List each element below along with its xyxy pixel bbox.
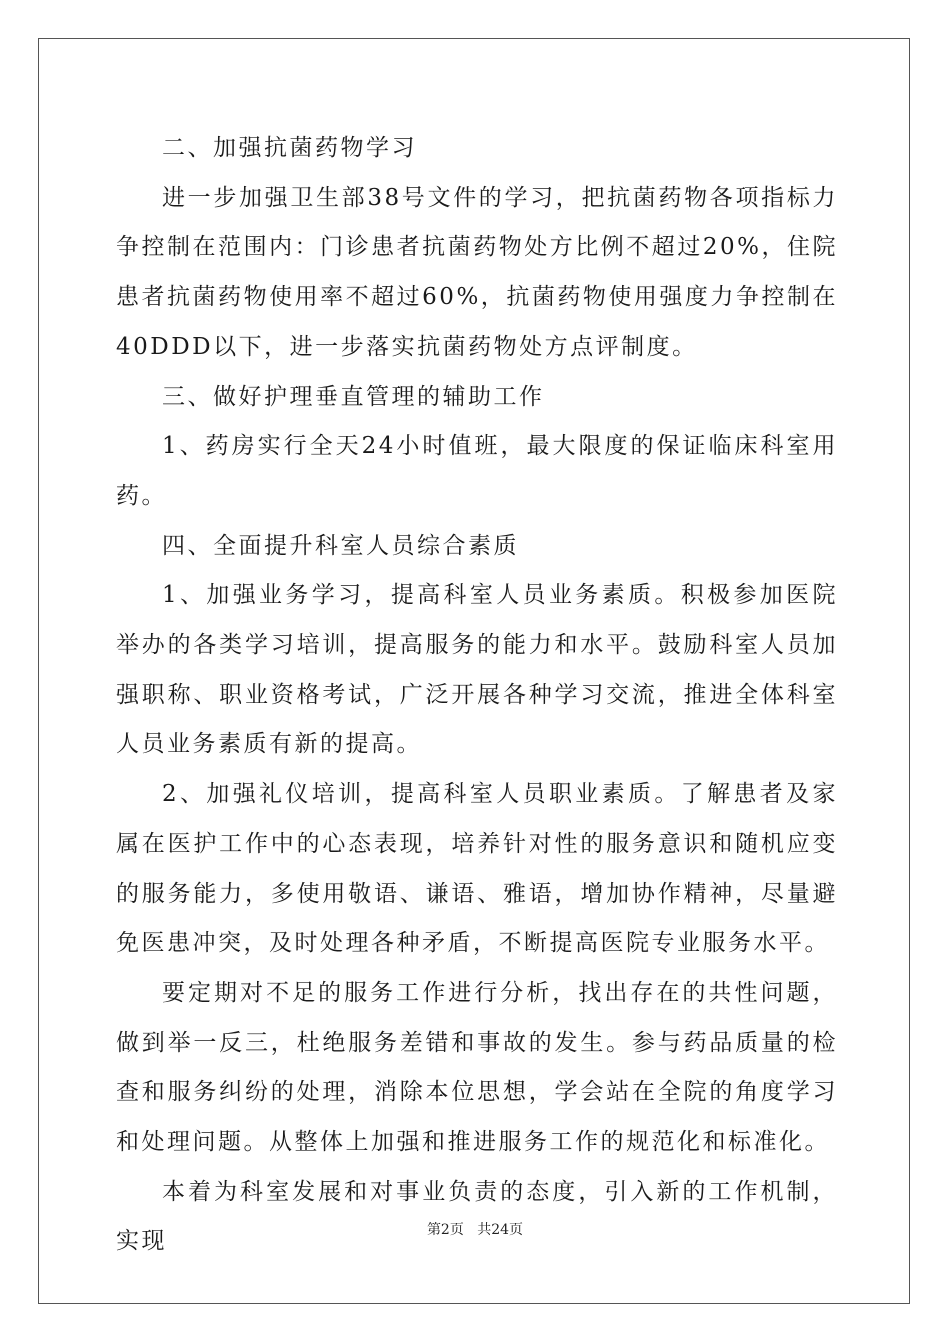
paragraph: 进一步加强卫生部38号文件的学习，把抗菌药物各项指标力争控制在范围内：门诊患者抗菌药物处方比例不超过20%，住院患者抗菌药物使用率不超过60%，抗菌药物使用强度力争控制在40DDD以下，进一步落实抗菌药物处方点评制度。 [116, 184, 838, 360]
paragraph: 本着为科室发展和对事业负责的态度，引入新的工作机制，实现 [116, 1178, 838, 1255]
document-body [116, 124, 838, 1267]
paragraph: 1、药房实行全天24小时值班，最大限度的保证临床科室用药。 [116, 433, 838, 509]
section-heading: 二、加强抗菌药物学习 [162, 135, 417, 161]
page-total: 共24页 [477, 1222, 524, 1238]
paragraph: 2、加强礼仪培训，提高科室人员职业素质。了解患者及家属在医护工作中的心态表现，培养针对性的服务意识和随机应变的服务能力，多使用敬语、谦语、雅语，增加协作精神，尽量避免医患冲突，及时处理各种矛盾，不断提高医院专业服务水平。 [116, 781, 838, 957]
section-heading: 三、做好护理垂直管理的辅助工作 [162, 383, 545, 410]
section-heading: 四、全面提升科室人员综合素质 [162, 532, 519, 559]
page-footer [0, 1219, 950, 1239]
paragraph: 1、加强业务学习，提高科室人员业务素质。积极参加医院举办的各类学习培训，提高服务的能力和水平。鼓励科室人员加强职称、职业资格考试，广泛开展各种学习交流，推进全体科室人员业务素质有新的提高。 [116, 582, 838, 758]
paragraph: 要定期对不足的服务工作进行分析，找出存在的共性问题，做到举一反三，杜绝服务差错和事故的发生。参与药品质量的检查和服务纠纷的处理，消除本位思想，学会站在全院的角度学习和处理问题。从整体上加强和推进服务工作的规范化和标准化。 [116, 979, 838, 1156]
page-number: 第2页 [426, 1222, 464, 1238]
